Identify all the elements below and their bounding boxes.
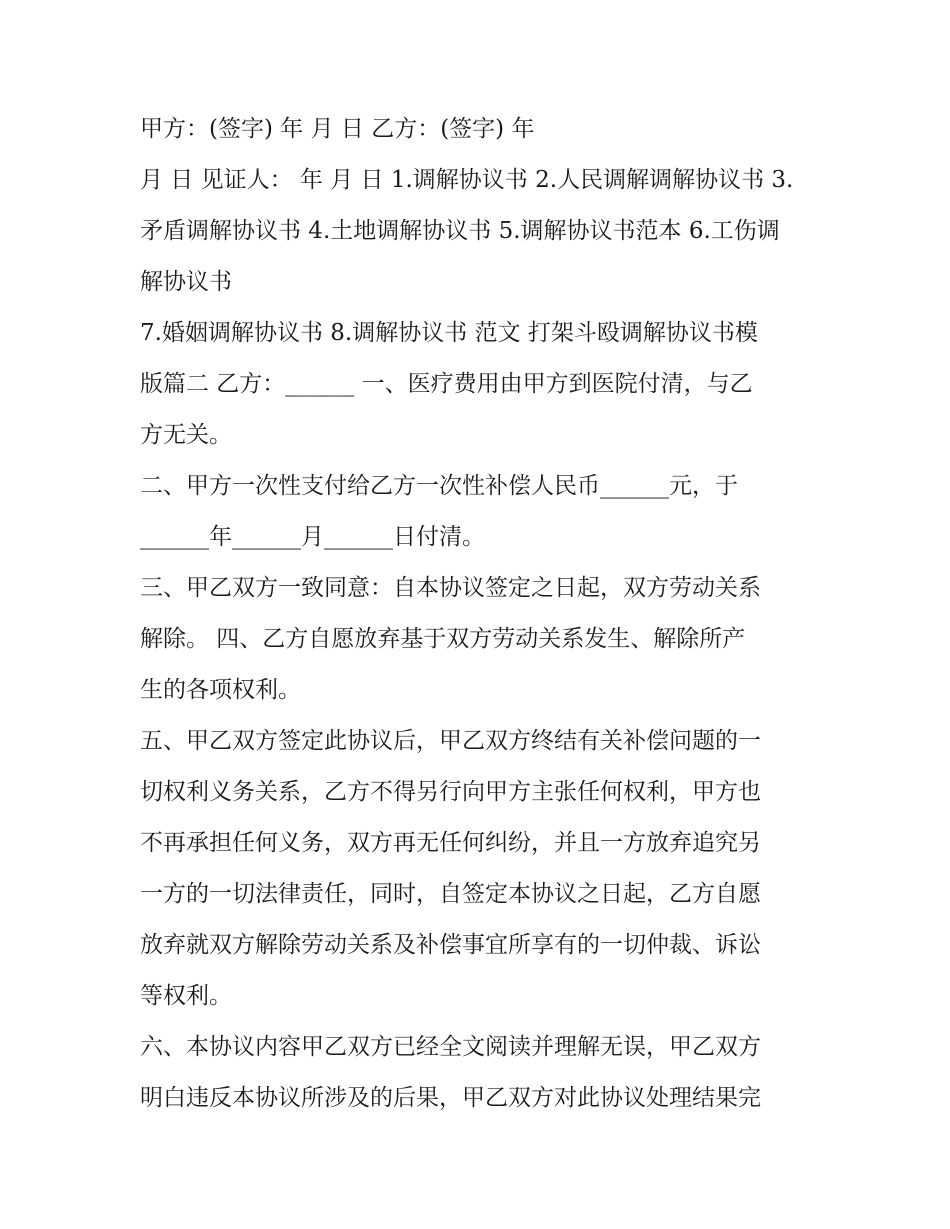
text-line: 解除。 四、乙方自愿放弃基于双方劳动关系发生、解除所产 xyxy=(140,626,746,652)
text-line: 7.婚姻调解协议书 8.调解协议书 范文 打架斗殴调解协议书模 xyxy=(140,320,758,346)
text-line: 生的各项权利。 xyxy=(140,677,301,703)
text-line: 版篇二 乙方：______ 一、医疗费用由甲方到医院付清，与乙 xyxy=(140,371,753,397)
document-body xyxy=(140,104,820,1124)
text-line: 放弃就双方解除劳动关系及补偿事宜所享有的一切仲裁、诉讼 xyxy=(140,932,761,958)
text-line: 等权利。 xyxy=(140,983,232,1009)
text-line: 二、甲方一次性支付给乙方一次性补偿人民币______元，于 xyxy=(140,473,738,499)
text-line: 切权利义务关系，乙方不得另行向甲方主张任何权利，甲方也 xyxy=(140,779,761,805)
text-line: 月 日 见证人： 年 月 日 1.调解协议书 2.人民调解调解协议书 3. xyxy=(140,167,794,193)
text-line: 五、甲乙双方签定此协议后，甲乙双方终结有关补偿问题的一 xyxy=(140,728,761,754)
text-line: 甲方：(签字) 年 月 日 乙方：(签字) 年 xyxy=(140,116,535,142)
text-line: 一方的一切法律责任，同时，自签定本协议之日起，乙方自愿 xyxy=(140,881,761,907)
text-line: 解协议书 xyxy=(140,269,232,295)
text-line: 六、本协议内容甲乙双方已经全文阅读并理解无误，甲乙双方 xyxy=(140,1034,761,1060)
text-line: 方无关。 xyxy=(140,422,232,448)
text-line: ______年______月______日付清。 xyxy=(140,524,485,550)
text-line: 矛盾调解协议书 4.土地调解协议书 5.调解协议书范本 6.工伤调 xyxy=(140,218,780,244)
text-line: 三、甲乙双方一致同意：自本协议签定之日起，双方劳动关系 xyxy=(140,575,761,601)
text-line: 不再承担任何义务，双方再无任何纠纷，并且一方放弃追究另 xyxy=(140,830,761,856)
text-line: 明白违反本协议所涉及的后果，甲乙双方对此协议处理结果完 xyxy=(140,1085,761,1111)
